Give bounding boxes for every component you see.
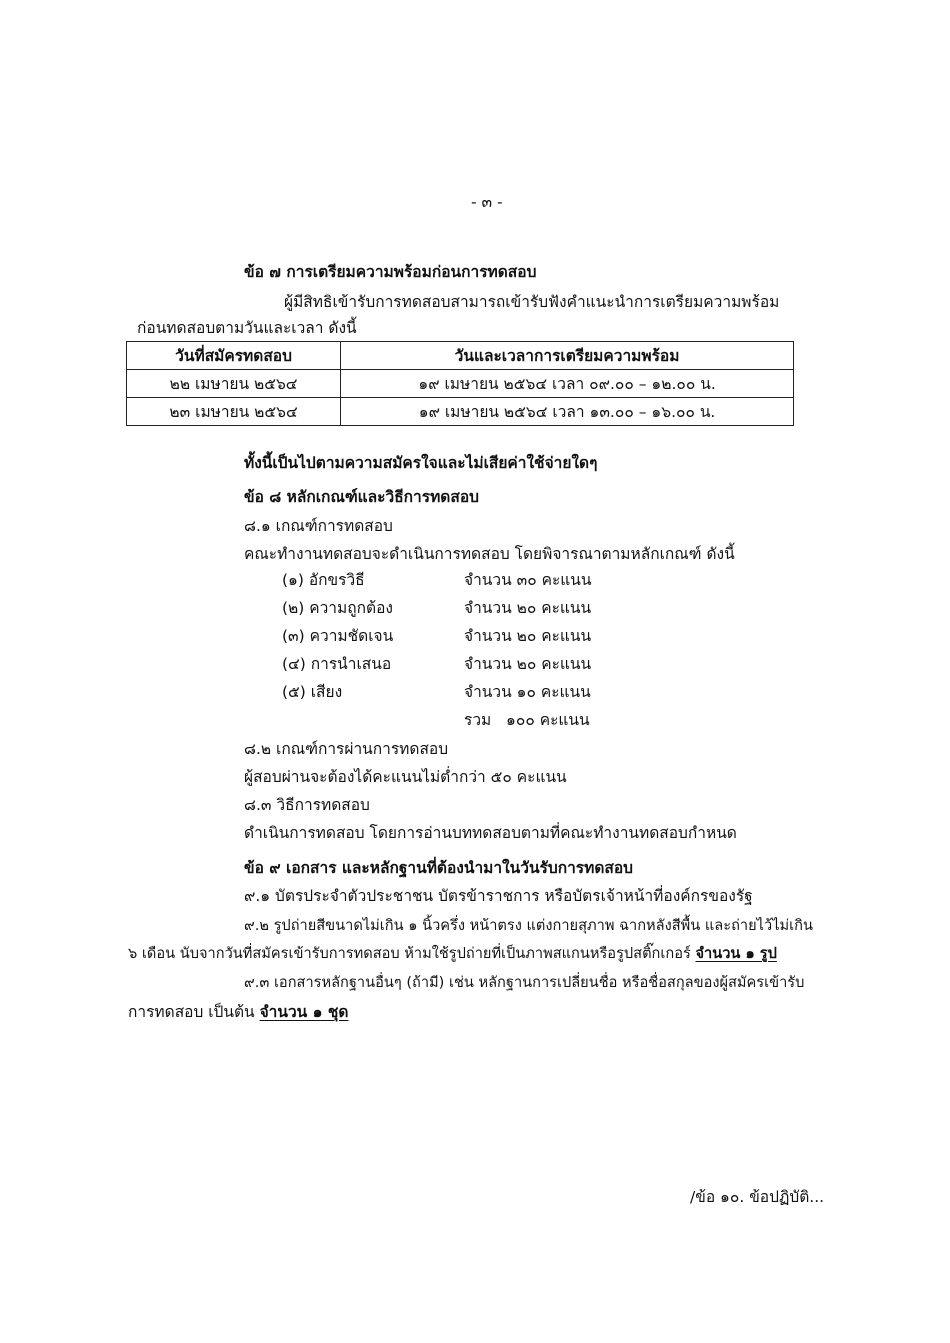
section-9-3-quantity: จำนวน ๑ ชุด — [259, 1003, 349, 1021]
next-page-reference: /ข้อ ๑๐. ข้อปฏิบัติ... — [690, 1188, 825, 1206]
section-8-3-title: ๘.๓ วิธีการทดสอบ — [244, 796, 370, 814]
section-7-intro-line2: ก่อนทดสอบตามวันและเวลา ดังนี้ — [137, 319, 357, 337]
section-7-intro-line1: ผู้มีสิทธิเข้ารับการทดสอบสามารถเข้ารับฟังคำแนะนำการเตรียมความพร้อม — [284, 293, 780, 311]
section-8-2-title: ๘.๒ เกณฑ์การผ่านการทดสอบ — [244, 740, 449, 758]
section-8-1-text: คณะทำงานทดสอบจะดำเนินการทดสอบ โดยพิจารณาตามหลักเกณฑ์ ดังนี้ — [244, 545, 735, 563]
section-9-2-quantity: จำนวน ๑ รูป — [695, 945, 777, 962]
table-header-cell: วันที่สมัครทดสอบ — [127, 342, 341, 370]
criterion-score: จำนวน ๒๐ คะแนน — [464, 627, 592, 645]
section-8-2-text: ผู้สอบผ่านจะต้องได้คะแนนไม่ต่ำกว่า ๕๐ คะแนน — [244, 768, 567, 786]
section-8-heading: ข้อ ๘ หลักเกณฑ์และวิธีการทดสอบ — [244, 488, 479, 506]
criterion-score: จำนวน ๑๐ คะแนน — [464, 683, 591, 701]
page-number: - ๓ - — [471, 193, 503, 211]
criterion-name: (๑) อักขรวิธี — [282, 571, 365, 589]
table-cell: ๑๙ เมษายน ๒๕๖๔ เวลา ๑๓.๐๐ – ๑๖.๐๐ น. — [341, 398, 794, 426]
criterion-name: (๕) เสียง — [282, 683, 343, 701]
criteria-total: รวม ๑๐๐ คะแนน — [464, 711, 590, 729]
section-9-3-line2 — [128, 1002, 348, 1022]
table-row — [127, 370, 794, 398]
section-9-heading: ข้อ ๙ เอกสาร และหลักฐานที่ต้องนำมาในวันรับการทดสอบ — [244, 859, 634, 877]
section-9-3-line2-text: การทดสอบ เป็นต้น — [128, 1003, 255, 1021]
criterion-name: (๓) ความชัดเจน — [282, 627, 394, 645]
section-9-2-line1: ๙.๒ รูปถ่ายสีขนาดไม่เกิน ๑ นิ้วครึ่ง หน้าตรง แต่งกายสุภาพ ฉากหลังสีพื้น และถ่ายไว้ไม่เกิน — [244, 917, 813, 934]
criterion-score: จำนวน ๓๐ คะแนน — [464, 571, 592, 589]
preparation-schedule-table — [126, 341, 794, 426]
criterion-name: (๔) การนำเสนอ — [282, 655, 392, 673]
table-header-cell: วันและเวลาการเตรียมความพร้อม — [341, 342, 794, 370]
table-header-row — [127, 342, 794, 370]
section-9-1: ๙.๑ บัตรประจำตัวประชาชน บัตรข้าราชการ หรือบัตรเจ้าหน้าที่องค์กรของรัฐ — [244, 887, 753, 905]
criterion-score: จำนวน ๒๐ คะแนน — [464, 655, 592, 673]
section-9-2-line2-text: ๖ เดือน นับจากวันที่สมัครเข้ารับการทดสอบ ห้ามใช้รูปถ่ายที่เป็นภาพสแกนหรือรูปสติ๊กเกอร์ — [128, 945, 691, 962]
table-row — [127, 398, 794, 426]
table-cell: ๒๓ เมษายน ๒๕๖๔ — [127, 398, 341, 426]
section-7-heading: ข้อ ๗ การเตรียมความพร้อมก่อนการทดสอบ — [244, 263, 537, 281]
table-cell: ๑๙ เมษายน ๒๕๖๔ เวลา ๐๙.๐๐ – ๑๒.๐๐ น. — [341, 370, 794, 398]
section-9-3-line1: ๙.๓ เอกสารหลักฐานอื่นๆ (ถ้ามี) เช่น หลักฐานการเปลี่ยนชื่อ หรือชื่อสกุลของผู้สมัครเข้ารับ — [244, 974, 805, 991]
section-9-2-line2 — [128, 944, 777, 964]
criterion-score: จำนวน ๒๐ คะแนน — [464, 599, 592, 617]
criterion-name: (๒) ความถูกต้อง — [282, 599, 393, 617]
section-8-3-text: ดำเนินการทดสอบ โดยการอ่านบททดสอบตามที่คณะทำงานทดสอบกำหนด — [244, 824, 737, 842]
table-cell: ๒๒ เมษายน ๒๕๖๔ — [127, 370, 341, 398]
section-8-1-title: ๘.๑ เกณฑ์การทดสอบ — [244, 517, 393, 535]
section-7-note: ทั้งนี้เป็นไปตามความสมัครใจและไม่เสียค่าใช้จ่ายใดๆ — [244, 454, 598, 472]
